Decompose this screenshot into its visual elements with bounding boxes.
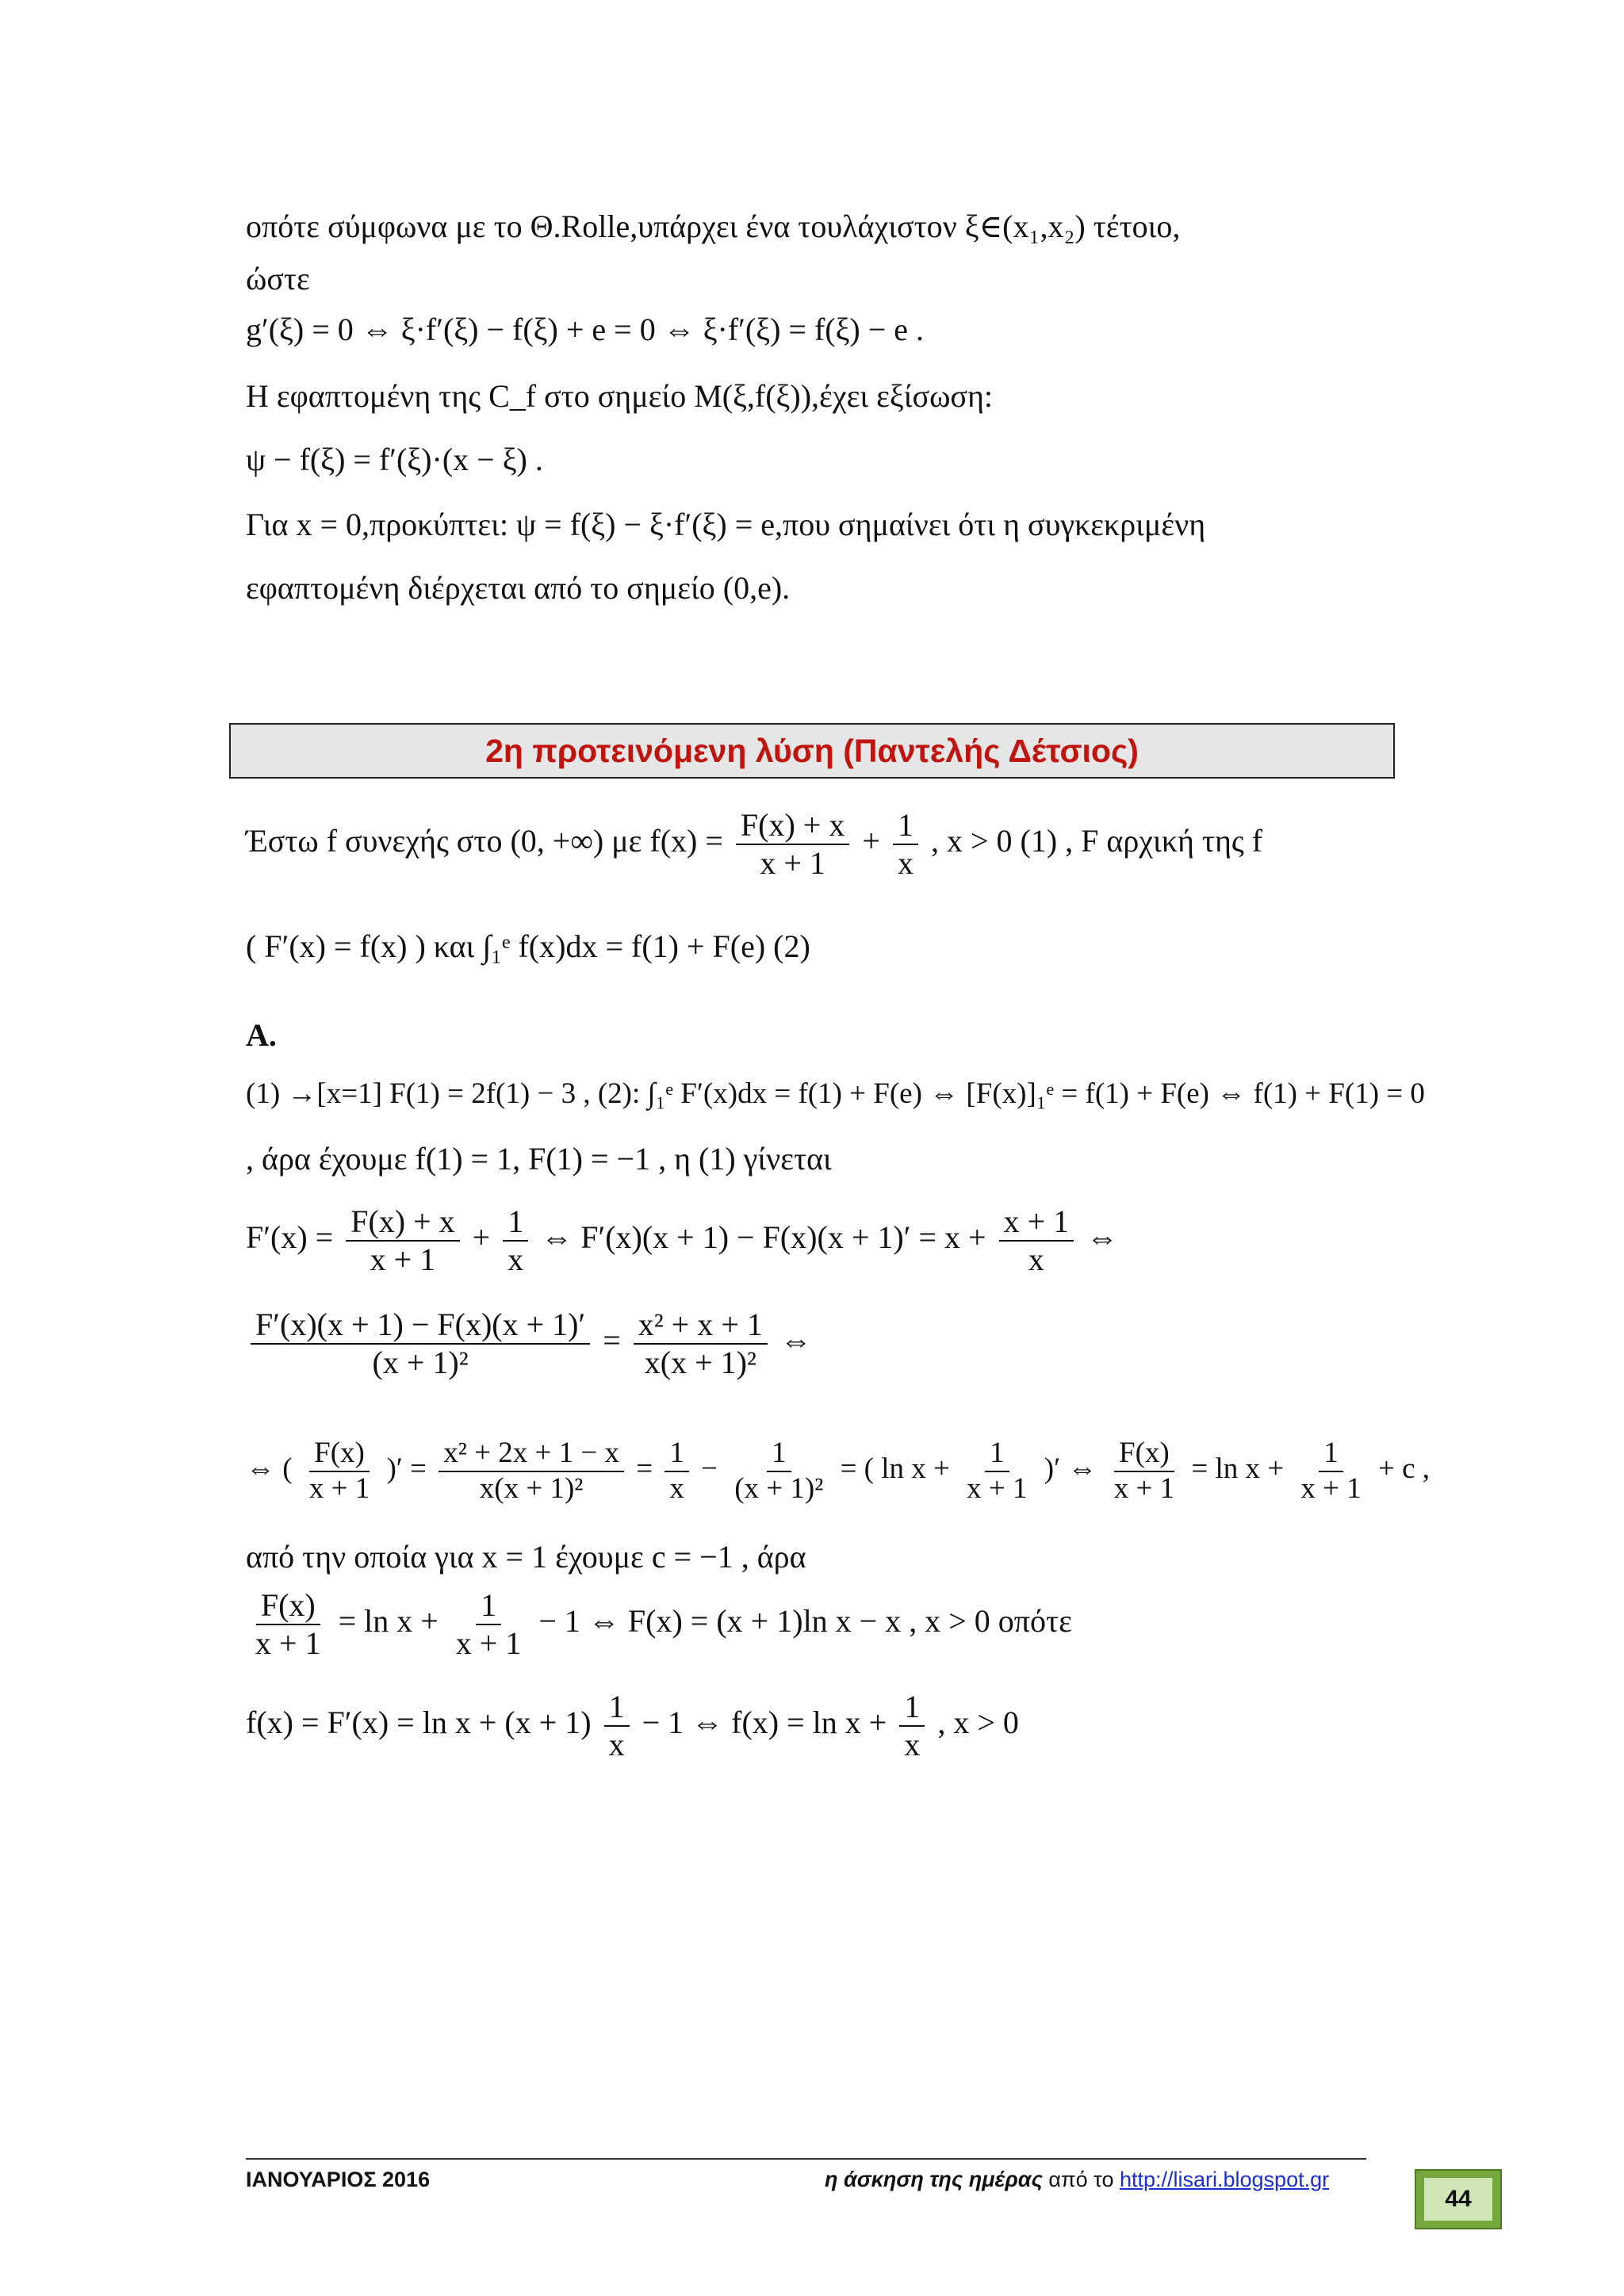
text-segment: , x > 0 (937, 1705, 1019, 1741)
section-label: Α. (246, 1017, 277, 1053)
numerator: 1 (893, 807, 918, 845)
fraction (736, 807, 849, 882)
numerator: F(x) + x (736, 807, 849, 845)
text-line: Για x = 0,προκύπτει: ψ = f(ξ) − ξ·f′(ξ) = e,που σημαίνει ότι η συγκεκριμένη (246, 507, 1206, 542)
denominator: x + 1 (1300, 1471, 1362, 1505)
definition-line (246, 807, 1262, 882)
page-number-box (1415, 2169, 1502, 2229)
text-line: ώστε (246, 261, 310, 297)
denominator: x (904, 1727, 921, 1762)
text-segment: Έστω f συνεχής στο (0, +∞) με f(x) = (246, 823, 723, 859)
numerator: x² + x + 1 (634, 1307, 768, 1345)
denominator: x (608, 1727, 625, 1762)
denominator: x + 1 (1113, 1471, 1175, 1505)
equation-line (246, 1203, 1118, 1278)
text-segment: f(x) = F′(x) = ln x + (x + 1) (246, 1705, 592, 1741)
numerator: 1 (767, 1437, 791, 1472)
equation-line (246, 1587, 1072, 1662)
text-segment: ⇔ (779, 1322, 812, 1359)
footer-credit-title: η άσκηση της ημέρας (825, 2168, 1043, 2191)
footer-date: ΙΑΝΟΥΑΡΙΟΣ 2016 (246, 2168, 431, 2191)
text-segment: = (636, 1452, 653, 1486)
equation-line: (1) →[x=1] F(1) = 2f(1) − 3 , (2): ∫₁ᵉ F′(x)dx = f(1) + F(e) ⇔ [F(x)]₁ᵉ = f(1) + F(e) ⇔ f(1) + F(1) = 0 (246, 1077, 1425, 1110)
text-segment: ⇔ (1086, 1219, 1119, 1256)
footer-link[interactable]: http://lisari.blogspot.gr (1119, 2168, 1330, 2191)
equation-line (246, 1689, 1019, 1763)
numerator: F(x) + x (346, 1203, 459, 1242)
text-segment: )′ = (386, 1452, 427, 1486)
text-segment: − 1 ⇔ F(x) = (x + 1)ln x − x , x > 0 οπότε (538, 1603, 1072, 1640)
fraction (451, 1587, 527, 1662)
text-line: Η εφαπτομένη της C_f στο σημείο Μ(ξ,f(ξ)),έχει εξίσωση: (246, 378, 994, 414)
text-line: , άρα έχουμε f(1) = 1, F(1) = −1 , η (1) γίνεται (246, 1141, 832, 1177)
denominator: x (897, 845, 914, 881)
denominator: x + 1 (967, 1471, 1028, 1505)
numerator: x + 1 (999, 1203, 1074, 1242)
fraction (304, 1437, 374, 1506)
text-line: από την οποία για x = 1 έχουμε c = −1 , άρα (246, 1539, 806, 1575)
page-number: 44 (1424, 2178, 1492, 2221)
section-heading: 2η προτεινόμενη λύση (Παντελής Δέτσιος) (485, 732, 1139, 769)
denominator: x (669, 1471, 684, 1505)
fraction (962, 1437, 1032, 1506)
numerator: F′(x)(x + 1) − F(x)(x + 1)′ (251, 1307, 590, 1345)
numerator: 1 (899, 1689, 925, 1727)
numerator: 1 (476, 1587, 501, 1625)
denominator: x + 1 (255, 1625, 321, 1661)
denominator: x (508, 1242, 524, 1277)
fraction (503, 1203, 528, 1278)
denominator: x + 1 (308, 1471, 370, 1505)
numerator: F(x) (309, 1437, 370, 1472)
text-segment: )′ ⇔ (1044, 1452, 1097, 1486)
fraction (893, 807, 918, 882)
equation-line: ( F′(x) = f(x) ) και ∫₁ᵉ f(x)dx = f(1) + F(e) (2) (246, 928, 810, 964)
numerator: 1 (985, 1437, 1009, 1472)
fraction (634, 1307, 768, 1381)
text-segment: ⇔ ( (246, 1452, 293, 1486)
denominator: x(x + 1)² (479, 1471, 584, 1505)
text-segment: , x > 0 (1) , F αρχική της f (930, 823, 1263, 859)
fraction (604, 1689, 630, 1763)
denominator: x + 1 (455, 1625, 522, 1661)
text-segment: − (701, 1452, 718, 1486)
text-segment: = (603, 1322, 621, 1359)
fraction (1296, 1437, 1365, 1506)
fraction (439, 1437, 624, 1506)
fraction (899, 1689, 925, 1763)
numerator: 1 (503, 1203, 528, 1242)
equation-line (246, 1437, 1430, 1506)
denominator: x (1028, 1242, 1044, 1277)
fraction (665, 1437, 689, 1506)
footer-credit (825, 2168, 1329, 2192)
fraction (1109, 1437, 1179, 1506)
text-segment: = ( ln x + (840, 1452, 950, 1486)
fraction (251, 1587, 326, 1662)
numerator: x² + 2x + 1 − x (439, 1437, 624, 1472)
text-line: εφαπτομένη διέρχεται από το σημείο (0,e). (246, 570, 791, 606)
text-segment: + (862, 823, 880, 859)
text-segment: = ln x + (1191, 1452, 1285, 1486)
footer-divider (246, 2158, 1366, 2160)
equation-line: ψ − f(ξ) = f′(ξ)·(x − ξ) . (246, 442, 543, 477)
equation-line (246, 1307, 812, 1381)
denominator: (x + 1)² (734, 1471, 824, 1505)
fraction (251, 1307, 590, 1381)
numerator: 1 (604, 1689, 630, 1727)
numerator: F(x) (1114, 1437, 1174, 1472)
text-segment: F′(x) = (246, 1219, 334, 1256)
text-line: οπότε σύμφωνα με το Θ.Rolle,υπάρχει ένα τουλάχιστον ξ∈(x₁,x₂) τέτοιο, (246, 209, 1181, 244)
denominator: x(x + 1)² (644, 1345, 756, 1380)
text-segment: − 1 ⇔ f(x) = ln x + (642, 1705, 887, 1741)
fraction (999, 1203, 1074, 1278)
denominator: x + 1 (760, 845, 825, 881)
text-segment: = ln x + (338, 1603, 439, 1640)
numerator: 1 (1319, 1437, 1343, 1472)
text-segment: ⇔ F′(x)(x + 1) − F(x)(x + 1)′ = x + (541, 1219, 986, 1256)
numerator: 1 (665, 1437, 689, 1472)
denominator: x + 1 (370, 1242, 436, 1277)
denominator: (x + 1)² (372, 1345, 469, 1380)
fraction (346, 1203, 459, 1278)
text-segment: + (472, 1219, 491, 1256)
numerator: F(x) (256, 1587, 320, 1625)
text-segment: + c , (1377, 1452, 1431, 1486)
footer-credit-text: από το (1042, 2168, 1120, 2191)
section-heading-box (229, 723, 1395, 779)
fraction (730, 1437, 828, 1506)
equation-line: g′(ξ) = 0 ⇔ ξ·f′(ξ) − f(ξ) + e = 0 ⇔ ξ·f′(ξ) = f(ξ) − e . (246, 312, 925, 347)
